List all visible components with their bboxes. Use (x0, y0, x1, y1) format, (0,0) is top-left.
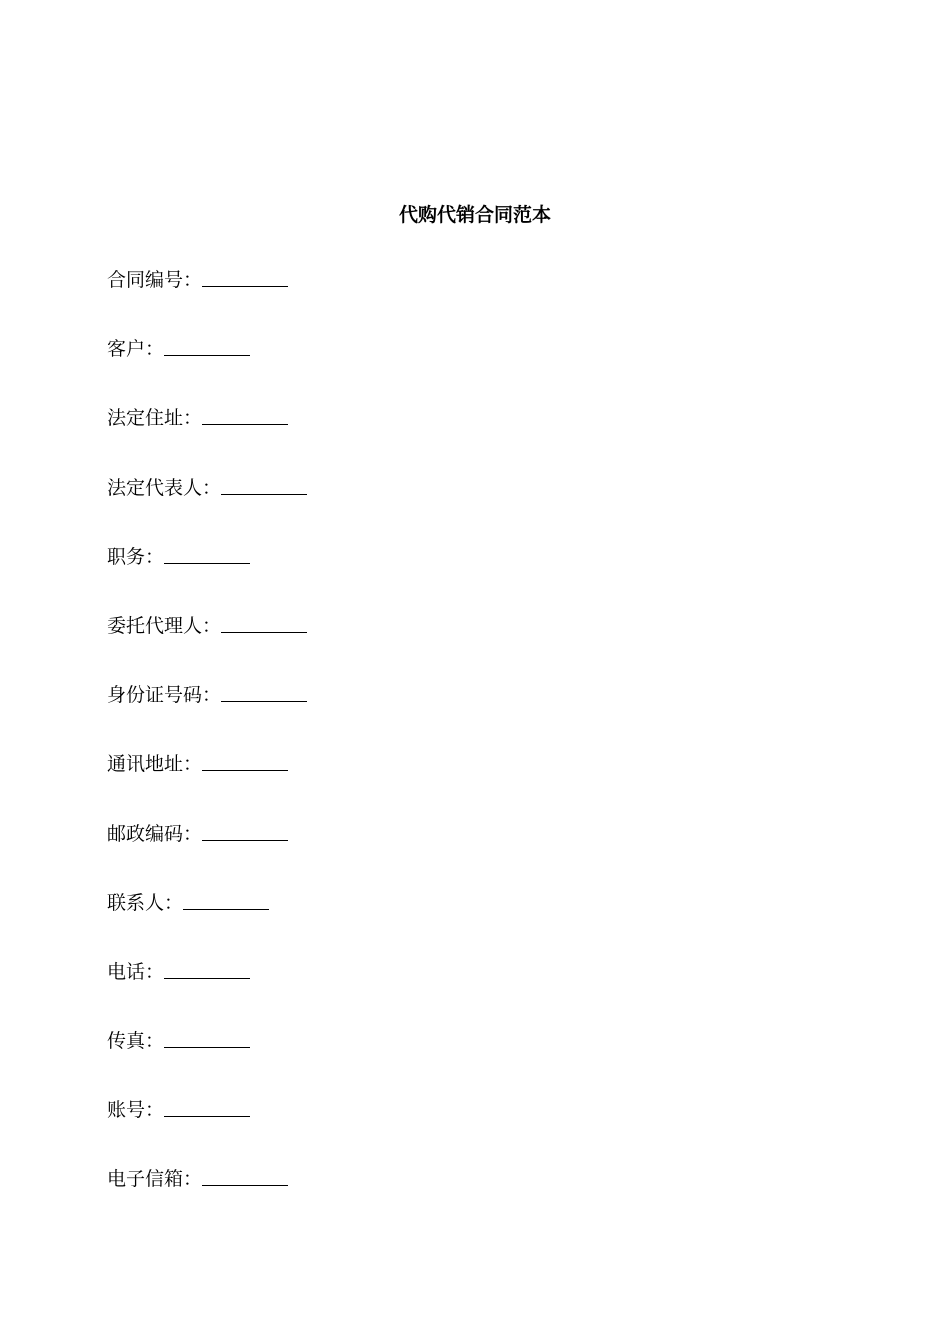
field-label: 传真： (107, 1030, 165, 1053)
field-position (107, 543, 307, 612)
field-client (107, 335, 307, 404)
field-label: 职务： (107, 545, 165, 568)
field-mailing-address (107, 750, 307, 819)
field-label: 法定住址： (107, 407, 203, 430)
field-label: 合同编号： (107, 269, 203, 291)
blank-line (183, 889, 269, 910)
blank-line (202, 820, 288, 841)
blank-line (221, 681, 307, 702)
blank-line (164, 958, 250, 979)
field-fax (107, 1027, 307, 1096)
field-label: 电子信箱： (107, 1168, 203, 1191)
field-label: 通讯地址： (107, 753, 203, 776)
field-email (107, 1165, 307, 1234)
field-contact-person (107, 889, 307, 958)
blank-line (221, 612, 307, 633)
blank-line (164, 1027, 250, 1048)
blank-line (221, 474, 307, 495)
field-authorized-agent (107, 612, 307, 681)
field-phone (107, 958, 307, 1027)
blank-line (202, 1165, 288, 1186)
field-label: 客户： (107, 338, 165, 361)
field-label: 联系人： (107, 891, 184, 914)
field-label: 电话： (107, 960, 165, 983)
blank-line (202, 404, 288, 425)
blank-line (202, 750, 288, 771)
field-label: 身份证号码： (107, 684, 222, 707)
field-contract-number (107, 266, 307, 335)
field-id-number (107, 681, 307, 750)
blank-line (202, 266, 288, 287)
blank-line (164, 543, 250, 564)
field-label: 邮政编码： (107, 822, 203, 845)
field-label: 账号： (107, 1099, 165, 1122)
party-info-fields (107, 266, 307, 1235)
blank-line (164, 1096, 250, 1117)
field-label: 法定代表人： (107, 476, 222, 499)
field-postal-code (107, 820, 307, 889)
document-title: 代购代销合同范本 (398, 204, 551, 226)
field-legal-representative (107, 474, 307, 543)
field-label: 委托代理人： (107, 614, 222, 637)
field-account-number (107, 1096, 307, 1165)
field-legal-address (107, 404, 307, 473)
blank-line (164, 335, 250, 356)
